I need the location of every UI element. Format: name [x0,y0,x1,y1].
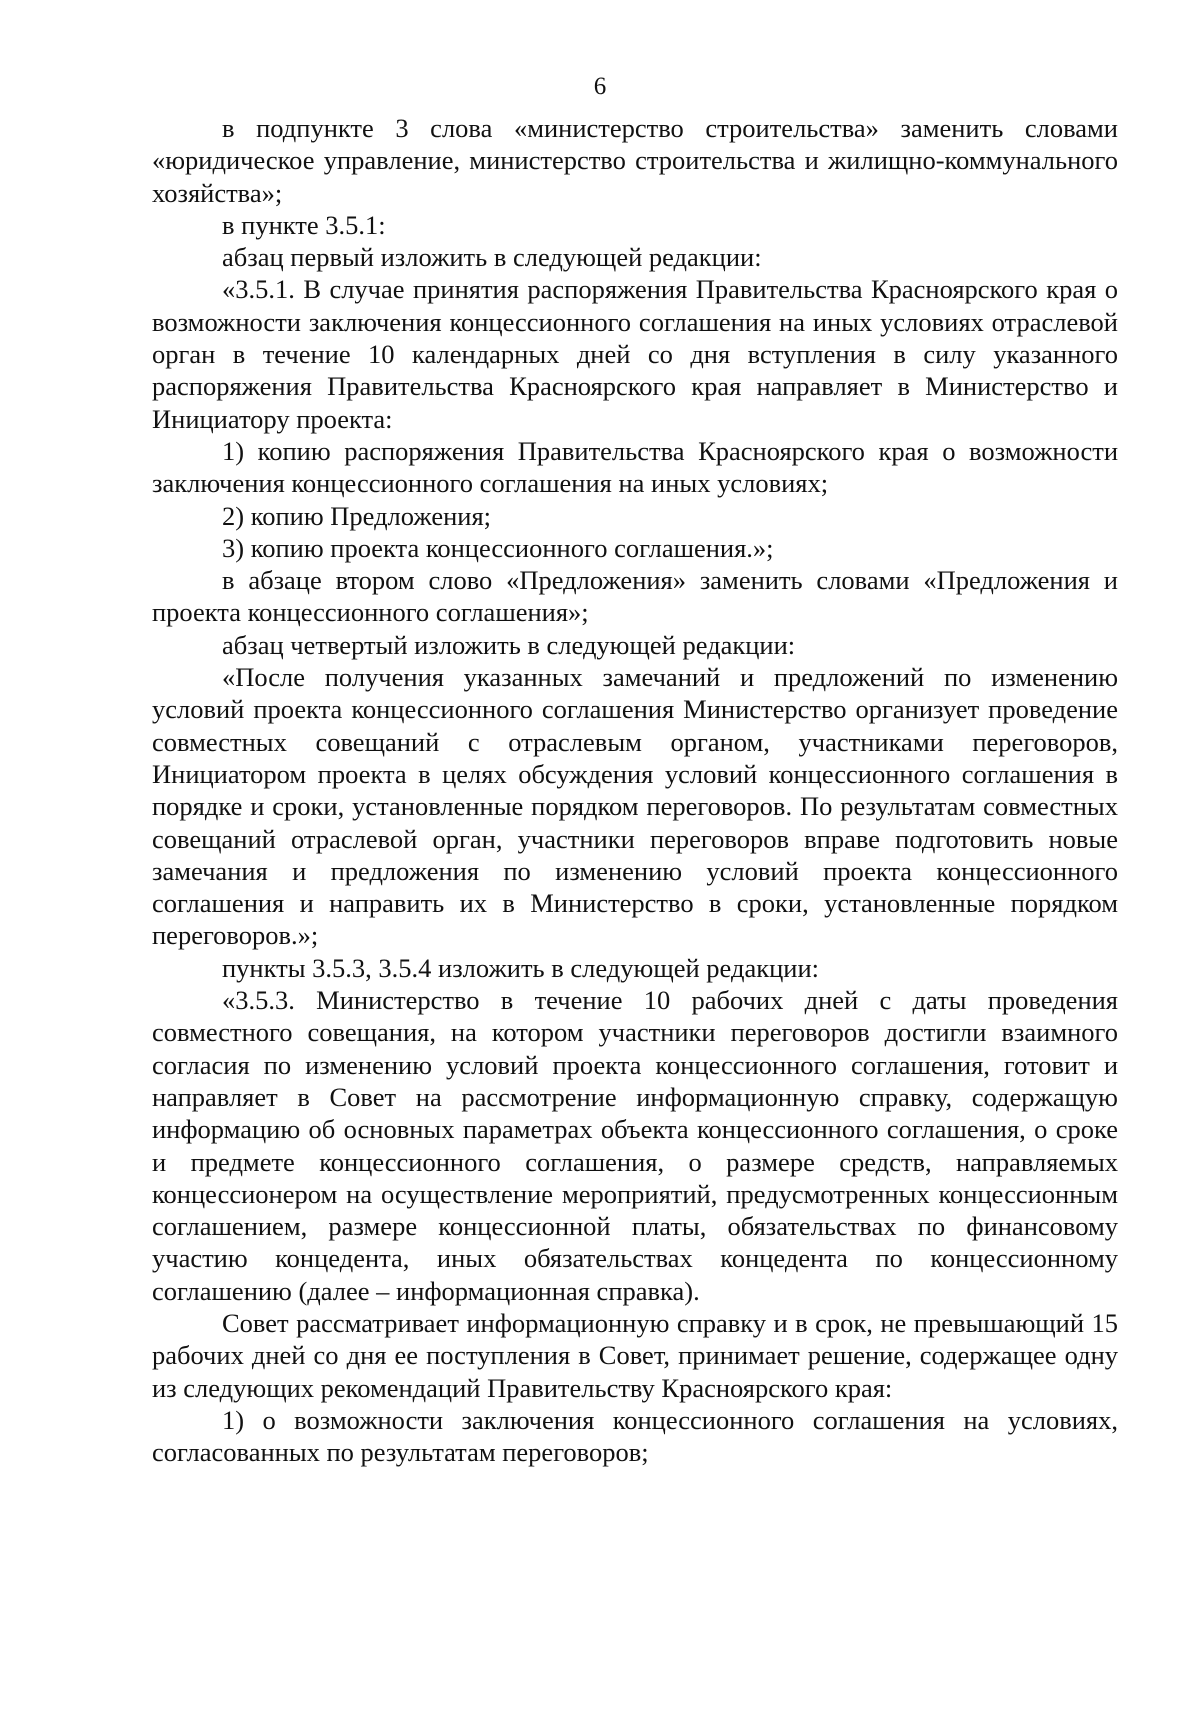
paragraph-fourth-abzac-text: «После получения указанных замечаний и предложений по изменению условий проекта концессионного соглашения Министерство организует проведение совместных совещаний с отраслевым органом, участниками переговоров, Инициатором проекта в целях обсуждения условий концессионного соглашения в порядке и сроки, установленные порядком переговоров. По результатам совместных совещаний отраслевой орган, участники переговоров вправе подготовить новые замечания и предложения по изменению условий проекта концессионного соглашения и направить их в Министерство в сроки, установленные порядком переговоров.»; [152,662,1118,951]
paragraph-clause-3-5-1-text: «3.5.1. В случае принятия распоряжения Правительства Красноярского края о возможности заключения концессионного соглашения на иных условиях отраслевой орган в течение 10 календарных дней со дня вступления в силу указанного распоряжения Правительства Красноярского края направляет в Министерство и Инициатору проекта: [152,274,1118,434]
paragraph-clauses-3-5-3-3-5-4-intro: пункты 3.5.3, 3.5.4 изложить в следующей редакции: [222,952,820,983]
paragraph-subitem-3-amendment: в подпункте 3 слова «министерство строительства» заменить словами «юридическое управление, министерство строительства и жилищно-коммунального хозяйства»; [152,113,1118,208]
page-number: 6 [593,73,607,100]
paragraph-council-review: Совет рассматривает информационную справку и в срок, не превышающий 15 рабочих дней со дня ее поступления в Совет, принимает решение, содержащее одну из следующих рекомендаций Правительству Красноярского края: [152,1307,1118,1403]
paragraph-clause-3-5-3-text: «3.5.3. Министерство в течение 10 рабочих дней с даты проведения совместного совещания, на котором участники переговоров достигли взаимного согласия по изменению условий проекта концессионного соглашения, готовит и направляет в Совет на рассмотрение информационную справку, содержащую информацию об основных параметрах объекта концессионного соглашения, о сроке и предмете концессионного соглашения, о размере средств, направляемых концессионером на осуществление мероприятий, предусмотренных концессионным соглашением, размере концессионной платы, обязательствах по финансовому участию концедента, иных обязательствах концедента по концессионному соглашению (далее – информационная справка). [152,985,1118,1306]
list-item-3-agreement-copy: 3) копию проекта концессионного соглашения.»; [222,532,774,563]
list-item-1-order-copy: 1) копию распоряжения Правительства Красноярского края о возможности заключения концессионного соглашения на иных условиях; [152,435,1118,499]
document-body [152,112,1118,1468]
paragraph-second-abzac-amendment: в абзаце втором слово «Предложения» заменить словами «Предложения и проекта концессионного соглашения»; [152,565,1118,628]
paragraph-fourth-abzac-intro: абзац четвертый изложить в следующей редакции: [222,629,796,660]
paragraph-first-abzac-intro: абзац первый изложить в следующей редакции: [222,242,762,273]
list-item-1-recommendation: 1) о возможности заключения концессионного соглашения на условиях, согласованных по результатам переговоров; [152,1404,1118,1468]
list-item-2-proposal-copy: 2) копию Предложения; [222,500,491,531]
paragraph-clause-3-5-1-intro: в пункте 3.5.1: [222,209,386,240]
